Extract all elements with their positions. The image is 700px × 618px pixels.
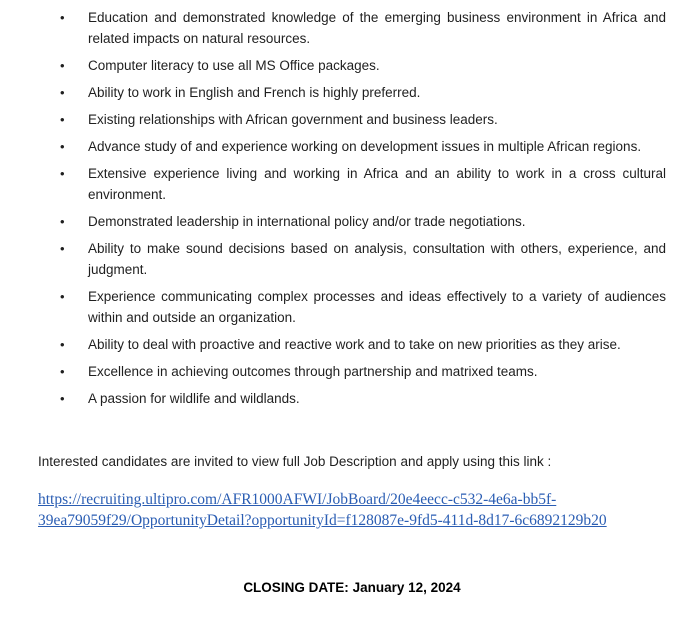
closing-date-label: CLOSING DATE: [243,580,349,595]
list-item-text: Existing relationships with African government and business leaders. [88,112,498,127]
list-item-text: Ability to make sound decisions based on analysis, consultation with others, experience, and judgment. [88,241,666,277]
list-item-text: Demonstrated leadership in international policy and/or trade negotiations. [88,214,526,229]
bullet-icon: • [60,139,65,154]
list-item [38,55,666,76]
list-item [38,334,666,355]
list-item-text: Ability to deal with proactive and reactive work and to take on new priorities as they arise. [88,337,621,352]
list-item-text: A passion for wildlife and wildlands. [88,391,300,406]
bullet-icon: • [60,214,65,229]
list-item-text: Extensive experience living and working in Africa and an ability to work in a cross cultural environment. [88,166,666,202]
bullet-icon: • [60,166,65,181]
bullet-icon: • [60,112,65,127]
bullet-icon: • [60,289,65,304]
application-link[interactable] [38,491,607,529]
closing-date [38,577,666,598]
list-item-text: Excellence in achieving outcomes through partnership and matrixed teams. [88,364,538,379]
list-item [38,238,666,280]
bullet-icon: • [60,58,65,73]
list-item-text: Computer literacy to use all MS Office packages. [88,58,380,73]
bullet-icon: • [60,10,65,25]
list-item [38,7,666,49]
application-link-line-2[interactable]: 39ea79059f29/OpportunityDetail?opportunityId=f128087e-9fd5-411d-8d17-6c6892129b20 [38,512,607,529]
closing-date-value: January 12, 2024 [352,580,461,595]
bullet-icon: • [60,241,65,256]
list-item [38,361,666,382]
list-item [38,286,666,328]
list-item-text: Ability to work in English and French is highly preferred. [88,85,421,100]
list-item [38,388,666,409]
list-item-text: Advance study of and experience working on development issues in multiple African regions. [88,139,642,154]
list-item [38,211,666,232]
list-item [38,82,666,103]
qualifications-list [38,7,666,409]
list-item [38,109,666,130]
list-item-text: Experience communicating complex processes and ideas effectively to a variety of audiences within and outside an organization. [88,289,666,325]
application-link-line-1[interactable]: https://recruiting.ultipro.com/AFR1000AFWI/JobBoard/20e4eecc-c532-4e6a-bb5f- [38,491,557,508]
application-link-paragraph [38,489,666,531]
apply-instructions: Interested candidates are invited to view full Job Description and apply using this link : [38,454,552,469]
bullet-icon: • [60,364,65,379]
bullet-icon: • [60,85,65,100]
list-item [38,136,666,157]
bullet-icon: • [60,391,65,406]
list-item [38,163,666,205]
list-item-text: Education and demonstrated knowledge of the emerging business environment in Africa and related impacts on natural resources. [88,10,666,46]
bullet-icon: • [60,337,65,352]
